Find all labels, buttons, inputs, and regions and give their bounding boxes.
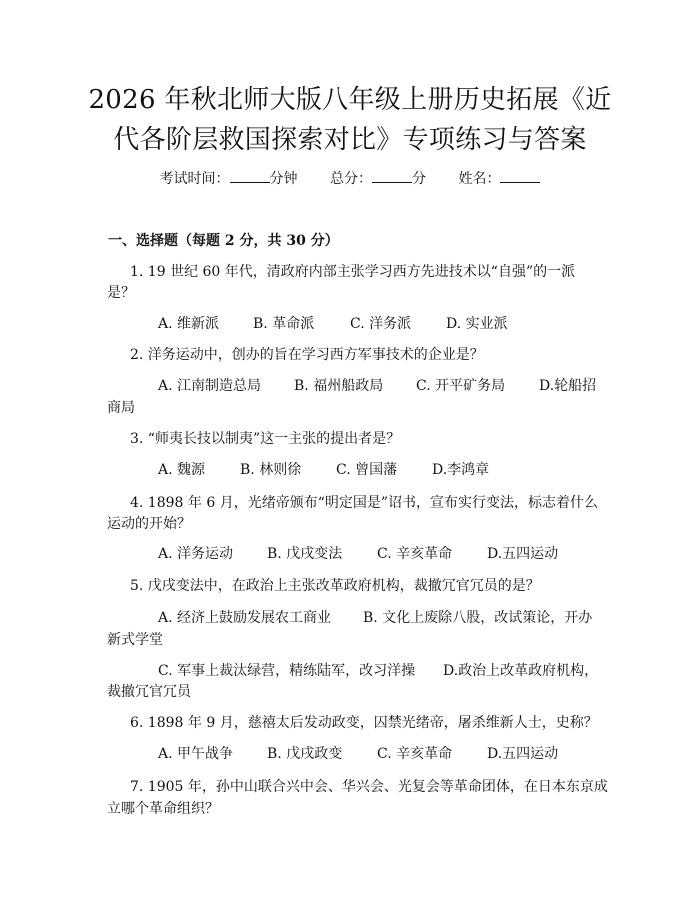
question-3-options xyxy=(158,460,489,480)
question-5-options-row2 xyxy=(158,661,598,681)
title-line-2: 代各阶层救国探索对比》专项练习与答案 xyxy=(113,125,587,155)
option[interactable]: C. 辛亥革命 xyxy=(377,746,453,762)
score-field xyxy=(330,171,426,187)
question-5-row1-cont: 新式学堂 xyxy=(107,632,163,648)
option[interactable]: A. 甲午战争 xyxy=(158,746,234,762)
option[interactable]: D. 实业派 xyxy=(446,316,508,332)
question-2-options xyxy=(158,376,596,396)
time-label: 考试时间： xyxy=(159,171,230,187)
option[interactable]: D.轮船招 xyxy=(539,378,597,394)
question-1-cont: 是？ xyxy=(107,285,135,301)
option[interactable]: D.五四运动 xyxy=(487,746,559,762)
question-2-options-cont: 商局 xyxy=(107,400,135,416)
option[interactable]: B. 革命派 xyxy=(253,316,315,332)
question-5-options-row1 xyxy=(158,608,592,628)
score-unit: 分 xyxy=(412,171,426,187)
option[interactable]: C. 开平矿务局 xyxy=(416,378,506,394)
option[interactable]: D.五四运动 xyxy=(487,546,559,562)
option[interactable]: B. 戊戌政变 xyxy=(267,746,343,762)
question-5-row2-cont: 裁撤冗官冗员 xyxy=(107,684,191,700)
time-blank xyxy=(230,170,270,183)
time-unit: 分钟 xyxy=(269,171,298,187)
question-2: 2. 洋务运动中，创办的旨在学习西方军事技术的企业是？ xyxy=(130,347,484,363)
option[interactable]: B. 林则徐 xyxy=(240,462,302,478)
question-4: 4. 1898 年 6 月，光绪帝颁布“明定国是”诏书，宣布实行变法，标志着什么 xyxy=(130,495,599,511)
question-6-options xyxy=(158,744,558,764)
exam-meta xyxy=(0,168,700,188)
option[interactable]: D.李鸿章 xyxy=(432,462,490,478)
title-line-1: 2026 年秋北师大版八年级上册历史拓展《近 xyxy=(88,85,612,115)
question-7-cont: 立哪个革命组织？ xyxy=(107,801,219,817)
question-4-cont: 运动的开始？ xyxy=(107,516,191,532)
document-title xyxy=(50,80,650,160)
option[interactable]: B. 戊戌变法 xyxy=(267,546,343,562)
option[interactable]: A. 洋务运动 xyxy=(158,546,234,562)
option[interactable]: D.政治上改革政府机构， xyxy=(443,663,599,679)
question-1-options xyxy=(158,314,508,334)
option[interactable]: A. 江南制造总局 xyxy=(158,378,262,394)
option[interactable]: C. 曾国藩 xyxy=(336,462,398,478)
score-blank xyxy=(372,170,412,183)
option[interactable]: A. 魏源 xyxy=(158,462,206,478)
question-4-options xyxy=(158,544,558,564)
option[interactable]: A. 经济上鼓励发展农工商业 xyxy=(158,610,332,626)
time-field xyxy=(160,171,298,187)
name-field xyxy=(458,171,540,187)
option[interactable]: C. 军事上裁汰绿营，精练陆军，改习洋操 xyxy=(158,663,416,679)
option[interactable]: B. 福州船政局 xyxy=(294,378,384,394)
question-6: 6. 1898 年 9 月，慈禧太后发动政变，囚禁光绪帝，屠杀维新人士，史称？ xyxy=(130,715,598,731)
option[interactable]: B. 文化上废除八股，改试策论，开办 xyxy=(363,610,593,626)
question-5: 5. 戊戌变法中，在政治上主张改革政府机构，裁撤冗官冗员的是？ xyxy=(130,578,540,594)
name-label: 姓名： xyxy=(458,171,501,187)
question-7: 7. 1905 年，孙中山联合兴中会、华兴会、光复会等革命团体，在日本东京成 xyxy=(130,779,608,795)
option[interactable]: C. 洋务派 xyxy=(350,316,412,332)
option[interactable]: C. 辛亥革命 xyxy=(377,546,453,562)
option[interactable]: A. 维新派 xyxy=(158,316,220,332)
question-1: 1. 19 世纪 60 年代，清政府内部主张学习西方先进技术以“自强”的一派 xyxy=(130,264,576,280)
question-3: 3. “师夷长技以制夷”这一主张的提出者是？ xyxy=(130,431,401,447)
name-blank xyxy=(500,170,540,183)
section-heading: 一、选择题（每题 2 分，共 30 分） xyxy=(108,233,339,249)
score-label: 总分： xyxy=(330,171,372,187)
